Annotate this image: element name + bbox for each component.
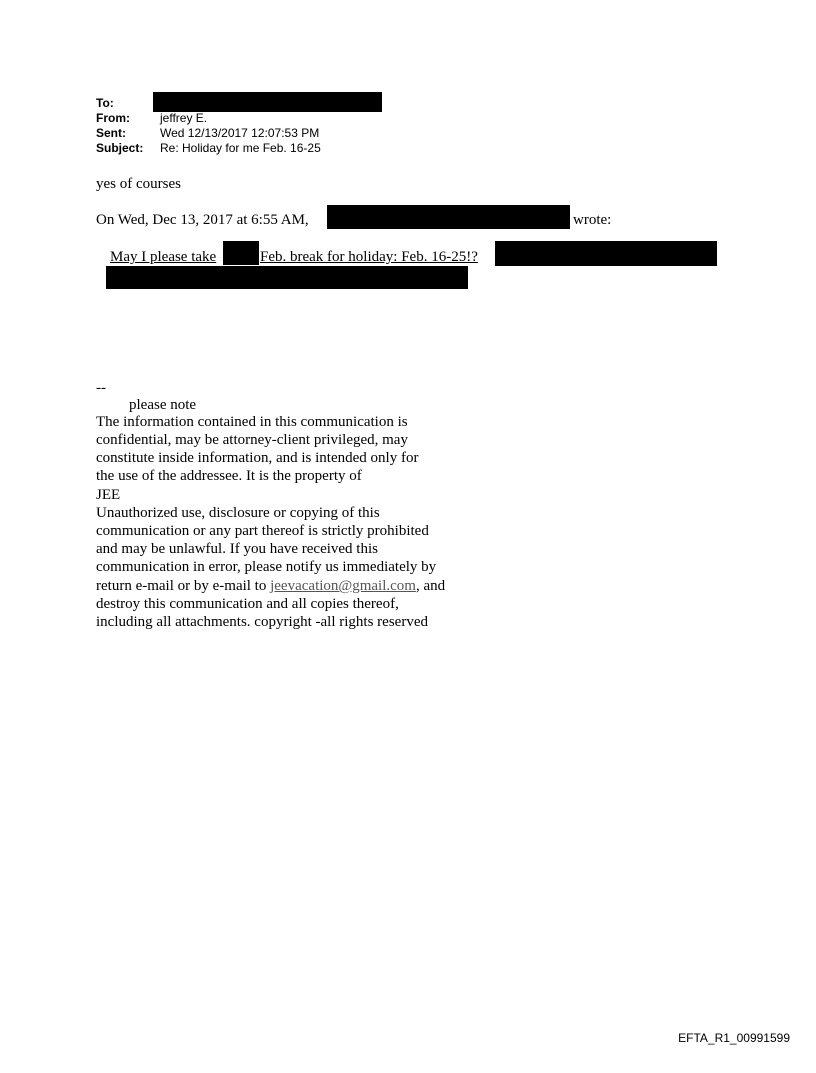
disclaimer-line: Unauthorized use, disclosure or copying of this [96, 505, 380, 521]
redaction-quoted-1 [223, 241, 259, 265]
from-value: jeffrey E. [160, 111, 208, 125]
disclaimer-line: communication in error, please notify us immediately by [96, 559, 437, 575]
disclaimer-line: JEE [96, 487, 121, 503]
document-id: EFTA_R1_00991599 [678, 1031, 790, 1045]
subject-value: Re: Holiday for me Feb. 16-25 [160, 141, 321, 155]
email-link[interactable]: jeevacation@gmail.com [270, 578, 416, 594]
quoted-text-part1: May I please take [110, 249, 217, 265]
subject-label: Subject: [96, 141, 144, 155]
redaction-sender [327, 205, 570, 229]
quoted-text-part2: Feb. break for holiday: Feb. 16-25!? [260, 249, 478, 265]
quote-intro: On Wed, Dec 13, 2017 at 6:55 AM, [96, 212, 309, 228]
redaction-quoted-3 [106, 266, 468, 289]
reply-text: yes of courses [96, 176, 181, 192]
disclaimer-line: constitute inside information, and is intended only for [96, 450, 419, 466]
from-label: From: [96, 111, 130, 125]
disclaimer-line: the use of the addressee. It is the property of [96, 468, 362, 484]
redaction-quoted-2 [495, 241, 717, 266]
sent-value: Wed 12/13/2017 12:07:53 PM [160, 126, 320, 140]
disclaimer-line: including all attachments. copyright -all rights reserved [96, 614, 428, 630]
redaction-to [153, 92, 382, 112]
signature-dashes: -- [96, 380, 106, 396]
disclaimer-line: communication or any part thereof is strictly prohibited [96, 523, 429, 539]
disclaimer-return-line [96, 578, 445, 595]
return-line-prefix: return e-mail or by e-mail to [96, 578, 271, 594]
disclaimer-line: The information contained in this communication is [96, 414, 408, 430]
to-label: To: [96, 96, 114, 110]
quote-wrote: wrote: [573, 212, 612, 228]
signature-note: please note [129, 397, 197, 413]
sent-label: Sent: [96, 126, 126, 140]
disclaimer-line: confidential, may be attorney-client privileged, may [96, 432, 408, 448]
disclaimer-line: and may be unlawful. If you have received this [96, 541, 378, 557]
disclaimer-line: destroy this communication and all copies thereof, [96, 596, 399, 612]
return-line-suffix: , and [415, 578, 446, 594]
